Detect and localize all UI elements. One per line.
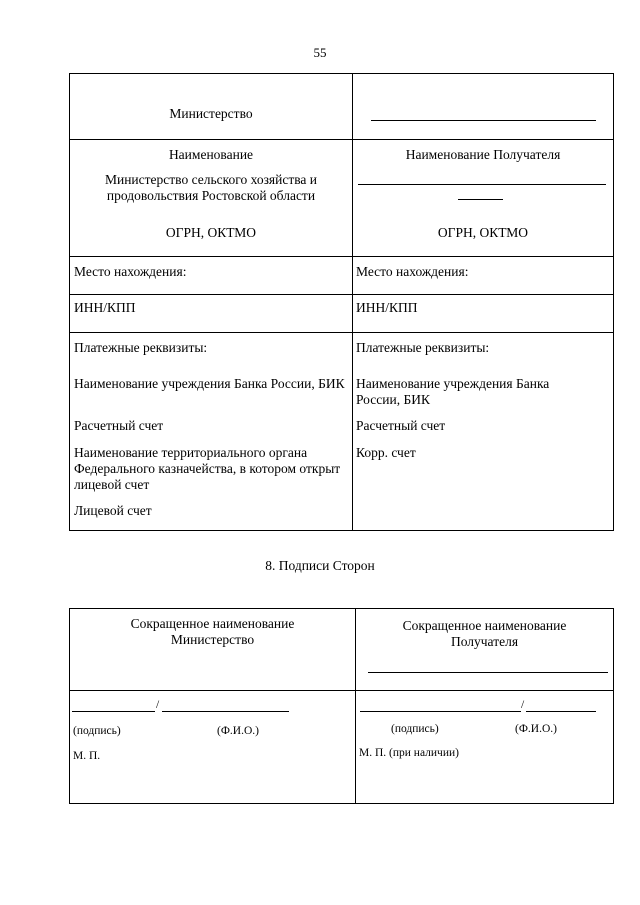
ministry-name-cell — [70, 140, 353, 256]
recipient-name-line-2 — [458, 199, 503, 200]
ministry-personal-account: Лицевой счет — [74, 503, 152, 518]
ministry-treasury: Наименование территориального органа Федерального казначейства, в котором открыт лицевой счет — [74, 445, 341, 492]
recipient-bank: Наименование учреждения Банка России, БИК — [356, 376, 550, 407]
section-8-title: 8. Подписи Сторон — [265, 558, 375, 573]
recipient-inn-cell — [353, 295, 613, 332]
recipient-payment-cell — [353, 333, 613, 530]
ministry-signature-line — [72, 711, 155, 712]
payment-row — [70, 332, 613, 530]
recipient-location-cell — [353, 257, 613, 294]
recipient-name-cell — [353, 140, 613, 256]
ministry-slash: / — [156, 699, 160, 711]
recipient-short-name-line — [368, 672, 608, 673]
location-row — [70, 256, 613, 294]
recipient-sign-label: (подпись) — [391, 723, 439, 735]
recipient-header-line — [371, 120, 596, 121]
ministry-location: Место нахождения: — [74, 264, 187, 279]
page-number: 55 — [313, 45, 327, 60]
recipient-fio-label: (Ф.И.О.) — [515, 723, 557, 735]
recipient-inn: ИНН/КПП — [356, 300, 418, 315]
ministry-payment-label: Платежные реквизиты: — [74, 340, 208, 355]
ministry-fio-line — [162, 711, 289, 712]
ministry-bank: Наименование учреждения Банка России, БИК — [74, 376, 345, 391]
signature-header-row — [70, 609, 613, 690]
ministry-account: Расчетный счет — [74, 418, 164, 433]
recipient-name-line-1 — [358, 184, 606, 185]
recipient-corr-account: Корр. счет — [356, 445, 416, 460]
recipient-account: Расчетный счет — [356, 418, 446, 433]
ministry-name-value: Министерство сельского хозяйства и продовольствия Ростовской области — [104, 172, 318, 203]
ministry-signature-cell — [70, 691, 356, 804]
requisites-table — [69, 73, 614, 531]
ministry-name-label: Наименование — [168, 147, 254, 162]
recipient-fio-line — [526, 711, 596, 712]
ministry-short-name: Сокращенное наименование Министерство — [130, 616, 295, 647]
recipient-short-name: Сокращенное наименование Получателя — [402, 618, 567, 649]
header-row — [70, 74, 613, 139]
ministry-location-cell — [70, 257, 353, 294]
recipient-slash: / — [521, 699, 525, 711]
ministry-sign-label: (подпись) — [73, 725, 121, 737]
inn-row — [70, 294, 613, 332]
recipient-payment-label: Платежные реквизиты: — [356, 340, 490, 355]
signature-row — [70, 690, 613, 804]
ministry-stamp: М. П. — [73, 750, 101, 762]
recipient-name-label: Наименование Получателя — [405, 147, 561, 162]
recipient-location: Место нахождения: — [356, 264, 469, 279]
recipient-signature-line — [360, 711, 521, 712]
name-row — [70, 139, 613, 256]
recipient-ogrn: ОГРН, ОКТМО — [437, 225, 529, 240]
ministry-ogrn: ОГРН, ОКТМО — [165, 225, 257, 240]
ministry-inn-cell — [70, 295, 353, 332]
ministry-short-name-cell — [70, 609, 356, 690]
ministry-header: Министерство — [169, 106, 253, 121]
ministry-payment-cell — [70, 333, 353, 530]
ministry-header-cell — [70, 74, 353, 139]
recipient-stamp: М. П. (при наличии) — [359, 747, 459, 759]
ministry-inn: ИНН/КПП — [74, 300, 136, 315]
signatures-table — [69, 608, 614, 804]
recipient-signature-cell — [356, 691, 613, 804]
recipient-short-name-cell — [356, 609, 613, 690]
ministry-fio-label: (Ф.И.О.) — [217, 725, 259, 737]
recipient-header-cell — [353, 74, 613, 139]
